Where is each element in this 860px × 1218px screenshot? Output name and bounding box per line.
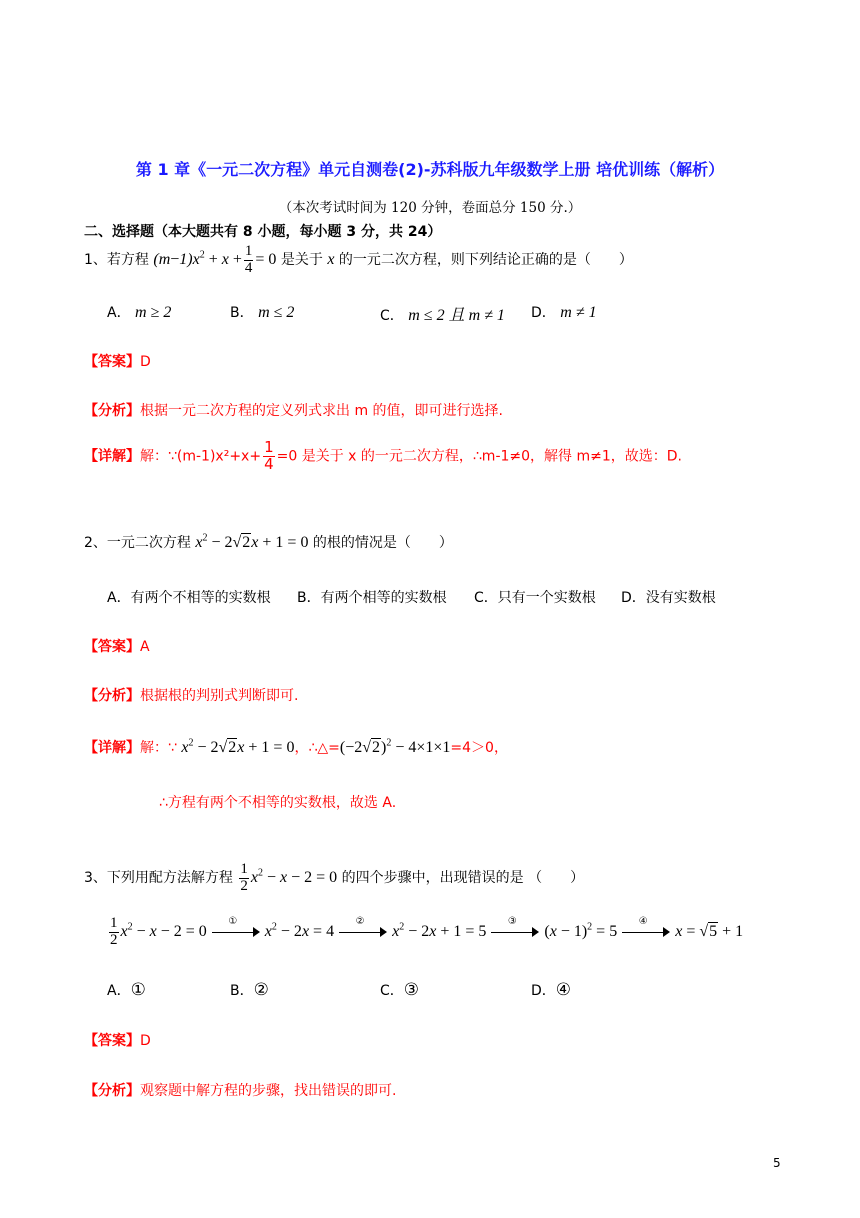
question-3-option-c: C．③ [380, 980, 420, 1000]
question-2-option-d: D．没有实数根 [621, 590, 716, 606]
step-1-arrow: ① [212, 925, 260, 939]
question-1-option-b: B． m ≤ 2 [230, 304, 295, 321]
question-2-detail: 【详解】解：∵ $x^2 - 2√2x + 1 = 0$，$\therefore\triangle=(-2√2)^2 - 4\times 1\times 1=4>0$， [84, 737, 508, 756]
question-3-option-b: B．② [230, 980, 269, 1000]
question-1-answer: 【答案】D [84, 354, 151, 370]
question-2-stem: 2、一元二次方程 $x^2 - 2√2x + 1 = 0$ 的根的情况是（ ） [84, 532, 453, 551]
question-2-analysis: 【分析】根据根的判别式判断即可. [84, 688, 299, 704]
question-1-equation: $(m-1)x^2 + x$ + $\frac{1}{4}$ = 0 [153, 243, 277, 276]
question-2-option-c: C．只有一个实数根 [474, 590, 596, 606]
question-2-number: 2、一元二次方程 [84, 535, 191, 551]
question-1-detail: 【详解】解：∵(m-1)x²+x+ $\frac{1}{4}$ =0 是关于 x 的一元二次方程，∴m-1≠0，解得 m≠1，故选：D. [84, 438, 682, 473]
question-1-option-a: A． m ≥ 2 [107, 304, 172, 321]
question-3-stem: 3、下列用配方法解方程 $\frac{1}{2}$ $x^2 - x - 2 = 0$ 的四个步骤中，出现错误的是 （ ） [84, 861, 585, 894]
question-3-number: 3、下列用配方法解方程 [84, 869, 233, 886]
question-2-equation: $x^2 - 2√2x + 1 = 0$ [195, 532, 309, 551]
question-3-answer: 【答案】D [84, 1033, 151, 1049]
question-3-option-d: D．④ [531, 980, 572, 1000]
exam-info: （本次考试时间为 120 分钟，卷面总分 150 分.） [278, 200, 582, 216]
question-3-solution-steps: $\frac{1}{2}$ $x^2 - x - 2 = 0$ ① $x^2 - 2x = 4$ ② $x^2 - 2x + 1 = 5$ ③ $(x - 1)^2 = 5$ ④ x = √5 + 1 [110, 915, 744, 948]
question-1-option-d: D． m ≠ 1 [531, 304, 597, 321]
question-3-analysis: 【分析】观察题中解方程的步骤，找出错误的即可. [84, 1083, 397, 1099]
question-1-number: 1、若方程 [84, 251, 149, 268]
section-heading: 二、选择题（本大题共有 8 小题，每小题 3 分，共 24） [84, 224, 442, 240]
question-3-equation: $\frac{1}{2}$ $x^2 - x - 2 = 0$ [240, 861, 338, 894]
step-4-arrow: ④ [622, 925, 670, 939]
question-1-analysis: 【分析】根据一元二次方程的定义列式求出 m 的值，即可进行选择. [84, 403, 503, 419]
question-1-option-c: C． m ≤ 2 且 m ≠ 1 [380, 307, 505, 324]
step-2-arrow: ② [339, 925, 387, 939]
question-1-stem: 1、若方程 $(m-1)x^2 + x$ + $\frac{1}{4}$ = 0 是关于 x 的一元二次方程，则下列结论正确的是（ ） [84, 243, 633, 276]
question-3-option-a: A．① [107, 980, 146, 1000]
question-2-detail-conclusion: ∴方程有两个不相等的实数根，故选 A. [159, 795, 397, 811]
question-2-option-a: A．有两个不相等的实数根 [107, 590, 271, 606]
document-title: 第 1 章《一元二次方程》单元自测卷(2)-苏科版九年级数学上册 培优训练（解析） [135, 160, 725, 179]
page-number: 5 [773, 1156, 781, 1170]
question-2-option-b: B．有两个相等的实数根 [297, 590, 447, 606]
step-3-arrow: ③ [491, 925, 539, 939]
question-2-answer: 【答案】A [84, 639, 150, 655]
